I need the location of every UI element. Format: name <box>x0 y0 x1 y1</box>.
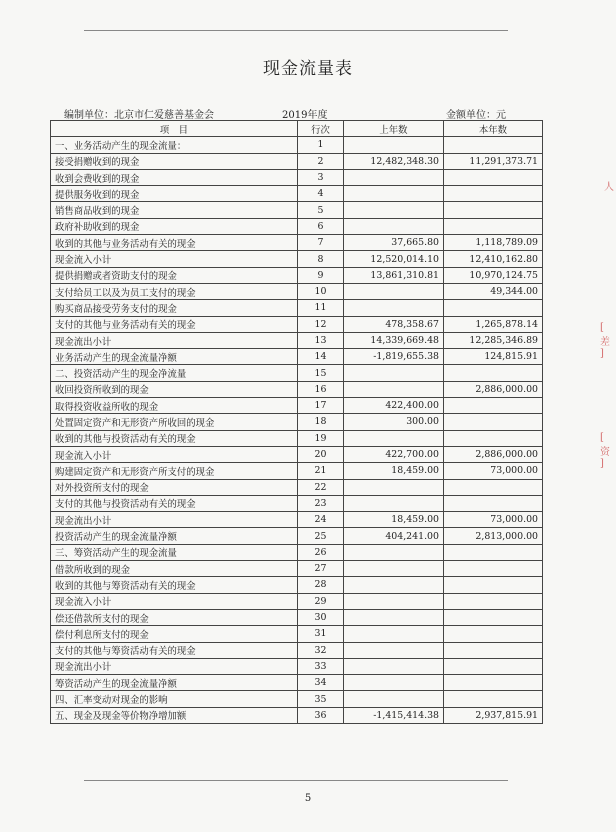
row-line-number: 21 <box>298 463 344 479</box>
table-row <box>51 707 543 723</box>
row-curr-year-value <box>444 137 543 153</box>
table-row <box>51 169 543 185</box>
row-line-number: 34 <box>298 675 344 691</box>
row-curr-year-value: 12,410,162.80 <box>444 251 543 267</box>
row-item-label: 业务活动产生的现金流量净额 <box>51 349 298 365</box>
margin-mark: [ 资 ] <box>600 432 610 469</box>
row-curr-year-value <box>444 495 543 511</box>
row-line-number: 6 <box>298 218 344 234</box>
row-prev-year-value: 18,459.00 <box>344 512 444 528</box>
table-row <box>51 202 543 218</box>
row-item-label: 收到的其他与筹资活动有关的现金 <box>51 577 298 593</box>
row-prev-year-value: 422,700.00 <box>344 446 444 462</box>
row-prev-year-value <box>344 365 444 381</box>
row-prev-year-value <box>344 626 444 642</box>
row-prev-year-value: 13,861,310.81 <box>344 267 444 283</box>
row-line-number: 3 <box>298 169 344 185</box>
table-body <box>51 137 543 724</box>
row-item-label: 偿还借款所支付的现金 <box>51 609 298 625</box>
table-header-row <box>51 121 543 137</box>
row-prev-year-value: 14,339,669.48 <box>344 332 444 348</box>
row-prev-year-value <box>344 642 444 658</box>
row-curr-year-value <box>444 544 543 560</box>
table-row <box>51 137 543 153</box>
row-curr-year-value <box>444 300 543 316</box>
row-line-number: 18 <box>298 414 344 430</box>
row-curr-year-value <box>444 626 543 642</box>
column-header-line: 行次 <box>298 121 344 137</box>
report-year: 2019年度 <box>282 110 328 121</box>
row-item-label: 取得投资收益所收的现金 <box>51 398 298 414</box>
column-header-prev-year: 上年数 <box>344 121 444 137</box>
table-row <box>51 691 543 707</box>
row-prev-year-value <box>344 609 444 625</box>
cash-flow-table <box>50 120 543 724</box>
row-prev-year-value <box>344 675 444 691</box>
row-curr-year-value: 49,344.00 <box>444 283 543 299</box>
row-item-label: 支付的其他与业务活动有关的现金 <box>51 316 298 332</box>
row-curr-year-value <box>444 398 543 414</box>
row-line-number: 28 <box>298 577 344 593</box>
page-title: 现金流量表 <box>263 59 353 79</box>
row-item-label: 五、现金及现金等价物净增加额 <box>51 707 298 723</box>
row-curr-year-value: 2,886,000.00 <box>444 446 543 462</box>
row-prev-year-value <box>344 658 444 674</box>
row-prev-year-value <box>344 137 444 153</box>
row-line-number: 5 <box>298 202 344 218</box>
row-item-label: 提供捐赠或者资助支付的现金 <box>51 267 298 283</box>
row-line-number: 35 <box>298 691 344 707</box>
top-rule <box>84 30 508 31</box>
table-row <box>51 153 543 169</box>
row-prev-year-value <box>344 300 444 316</box>
table-row <box>51 267 543 283</box>
row-item-label: 现金流入小计 <box>51 593 298 609</box>
row-item-label: 支付给员工以及为员工支付的现金 <box>51 283 298 299</box>
row-line-number: 25 <box>298 528 344 544</box>
row-curr-year-value <box>444 365 543 381</box>
row-curr-year-value <box>444 561 543 577</box>
row-line-number: 27 <box>298 561 344 577</box>
row-prev-year-value <box>344 283 444 299</box>
row-curr-year-value: 11,291,373.71 <box>444 153 543 169</box>
row-item-label: 偿付利息所支付的现金 <box>51 626 298 642</box>
row-prev-year-value <box>344 169 444 185</box>
table-row <box>51 561 543 577</box>
row-item-label: 收到的其他与投资活动有关的现金 <box>51 430 298 446</box>
row-prev-year-value <box>344 544 444 560</box>
row-prev-year-value <box>344 593 444 609</box>
row-item-label: 一、业务活动产生的现金流量： <box>51 137 298 153</box>
row-curr-year-value <box>444 609 543 625</box>
table-row <box>51 675 543 691</box>
table-row <box>51 512 543 528</box>
row-item-label: 筹资活动产生的现金流量净额 <box>51 675 298 691</box>
table-row <box>51 658 543 674</box>
column-header-item: 项 目 <box>51 121 298 137</box>
table-row <box>51 479 543 495</box>
row-prev-year-value: 37,665.80 <box>344 235 444 251</box>
row-curr-year-value: 2,886,000.00 <box>444 381 543 397</box>
row-curr-year-value <box>444 577 543 593</box>
table-row <box>51 414 543 430</box>
row-item-label: 支付的其他与投资活动有关的现金 <box>51 495 298 511</box>
row-item-label: 现金流入小计 <box>51 251 298 267</box>
row-line-number: 13 <box>298 332 344 348</box>
row-line-number: 1 <box>298 137 344 153</box>
row-line-number: 2 <box>298 153 344 169</box>
row-line-number: 12 <box>298 316 344 332</box>
row-item-label: 现金流入小计 <box>51 446 298 462</box>
row-curr-year-value: 2,937,815.91 <box>444 707 543 723</box>
row-prev-year-value <box>344 691 444 707</box>
row-curr-year-value <box>444 642 543 658</box>
currency-unit: 金额单位：元 <box>446 110 506 121</box>
row-item-label: 现金流出小计 <box>51 332 298 348</box>
page-number: 5 <box>304 793 312 804</box>
row-item-label: 现金流出小计 <box>51 512 298 528</box>
row-line-number: 11 <box>298 300 344 316</box>
row-prev-year-value: 12,520,014.10 <box>344 251 444 267</box>
table-row <box>51 626 543 642</box>
column-header-curr-year: 本年数 <box>444 121 543 137</box>
row-item-label: 接受捐赠收到的现金 <box>51 153 298 169</box>
row-curr-year-value: 10,970,124.75 <box>444 267 543 283</box>
row-prev-year-value: 18,459.00 <box>344 463 444 479</box>
margin-mark: [ 差 ] <box>600 322 610 359</box>
row-line-number: 26 <box>298 544 344 560</box>
row-item-label: 购买商品接受劳务支付的现金 <box>51 300 298 316</box>
row-curr-year-value <box>444 691 543 707</box>
row-curr-year-value <box>444 186 543 202</box>
table-row <box>51 446 543 462</box>
row-item-label: 支付的其他与筹资活动有关的现金 <box>51 642 298 658</box>
row-curr-year-value <box>444 414 543 430</box>
table-row <box>51 463 543 479</box>
row-curr-year-value: 73,000.00 <box>444 512 543 528</box>
row-line-number: 16 <box>298 381 344 397</box>
row-item-label: 收到会费收到的现金 <box>51 169 298 185</box>
table-row <box>51 316 543 332</box>
row-line-number: 31 <box>298 626 344 642</box>
row-prev-year-value: 404,241.00 <box>344 528 444 544</box>
row-line-number: 15 <box>298 365 344 381</box>
table-row <box>51 235 543 251</box>
row-curr-year-value: 124,815.91 <box>444 349 543 365</box>
row-prev-year-value <box>344 186 444 202</box>
row-prev-year-value: 300.00 <box>344 414 444 430</box>
row-prev-year-value: 422,400.00 <box>344 398 444 414</box>
row-line-number: 22 <box>298 479 344 495</box>
row-item-label: 对外投资所支付的现金 <box>51 479 298 495</box>
table-row <box>51 528 543 544</box>
table-row <box>51 544 543 560</box>
table-row <box>51 398 543 414</box>
row-item-label: 政府补助收到的现金 <box>51 218 298 234</box>
table-row <box>51 642 543 658</box>
table-row <box>51 332 543 348</box>
table-row <box>51 283 543 299</box>
row-curr-year-value <box>444 218 543 234</box>
row-item-label: 现金流出小计 <box>51 658 298 674</box>
row-line-number: 17 <box>298 398 344 414</box>
row-curr-year-value <box>444 675 543 691</box>
row-prev-year-value: -1,415,414.38 <box>344 707 444 723</box>
row-line-number: 7 <box>298 235 344 251</box>
row-prev-year-value <box>344 577 444 593</box>
row-item-label: 借款所收到的现金 <box>51 561 298 577</box>
reporting-entity: 编制单位：北京市仁爱慈善基金会 <box>64 110 214 121</box>
table-row <box>51 381 543 397</box>
row-line-number: 29 <box>298 593 344 609</box>
row-line-number: 4 <box>298 186 344 202</box>
row-line-number: 20 <box>298 446 344 462</box>
row-prev-year-value <box>344 202 444 218</box>
row-curr-year-value: 73,000.00 <box>444 463 543 479</box>
row-item-label: 收到的其他与业务活动有关的现金 <box>51 235 298 251</box>
row-line-number: 23 <box>298 495 344 511</box>
table-row <box>51 577 543 593</box>
row-curr-year-value: 12,285,346.89 <box>444 332 543 348</box>
row-prev-year-value <box>344 430 444 446</box>
row-line-number: 8 <box>298 251 344 267</box>
table-row <box>51 365 543 381</box>
row-line-number: 10 <box>298 283 344 299</box>
row-prev-year-value: -1,819,655.38 <box>344 349 444 365</box>
row-item-label: 投资活动产生的现金流量净额 <box>51 528 298 544</box>
row-item-label: 二、投资活动产生的现金净流量 <box>51 365 298 381</box>
row-curr-year-value <box>444 479 543 495</box>
row-line-number: 32 <box>298 642 344 658</box>
row-prev-year-value <box>344 561 444 577</box>
table-row <box>51 495 543 511</box>
row-prev-year-value: 478,358.67 <box>344 316 444 332</box>
row-curr-year-value: 1,118,789.09 <box>444 235 543 251</box>
row-line-number: 19 <box>298 430 344 446</box>
table-row <box>51 300 543 316</box>
row-curr-year-value <box>444 202 543 218</box>
row-prev-year-value <box>344 218 444 234</box>
row-curr-year-value <box>444 593 543 609</box>
bottom-rule <box>84 780 508 781</box>
row-line-number: 36 <box>298 707 344 723</box>
row-line-number: 14 <box>298 349 344 365</box>
row-curr-year-value: 2,813,000.00 <box>444 528 543 544</box>
table-row <box>51 349 543 365</box>
row-prev-year-value: 12,482,348.30 <box>344 153 444 169</box>
row-item-label: 提供服务收到的现金 <box>51 186 298 202</box>
row-curr-year-value <box>444 430 543 446</box>
table-row <box>51 186 543 202</box>
table-row <box>51 218 543 234</box>
row-curr-year-value: 1,265,878.14 <box>444 316 543 332</box>
row-line-number: 33 <box>298 658 344 674</box>
row-line-number: 24 <box>298 512 344 528</box>
row-curr-year-value <box>444 658 543 674</box>
margin-mark: 人 <box>604 182 614 193</box>
row-line-number: 30 <box>298 609 344 625</box>
row-prev-year-value <box>344 381 444 397</box>
row-item-label: 处置固定资产和无形资产所收回的现金 <box>51 414 298 430</box>
row-prev-year-value <box>344 495 444 511</box>
row-curr-year-value <box>444 169 543 185</box>
row-item-label: 收回投资所收到的现金 <box>51 381 298 397</box>
table-row <box>51 609 543 625</box>
table-row <box>51 430 543 446</box>
row-item-label: 销售商品收到的现金 <box>51 202 298 218</box>
table-row <box>51 593 543 609</box>
row-item-label: 三、筹资活动产生的现金流量 <box>51 544 298 560</box>
table-row <box>51 251 543 267</box>
row-item-label: 四、汇率变动对现金的影响 <box>51 691 298 707</box>
row-line-number: 9 <box>298 267 344 283</box>
row-prev-year-value <box>344 479 444 495</box>
row-item-label: 购建固定资产和无形资产所支付的现金 <box>51 463 298 479</box>
